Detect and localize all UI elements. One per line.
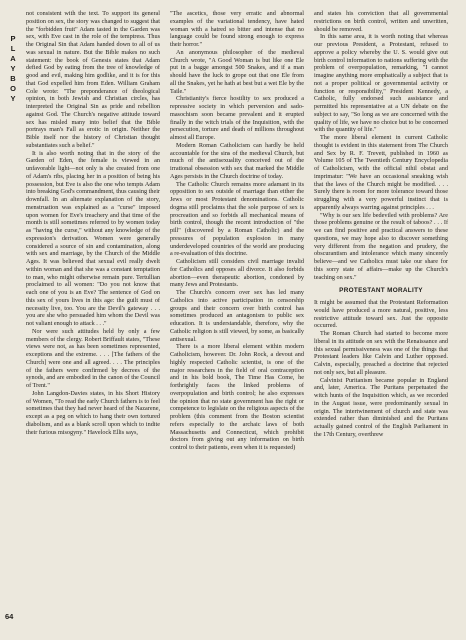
paragraph: not consistent with the text. To support its general position on sex, the story was changed to suggest that the "forbidden fruit" Adam tasted in the Garden was sex, with Eve cast in the role of the temptress. Thus the Original Sin that Adam handed down to all of us was sexual in nature. But the Bible makes no such statement: the book of Genesis states that Adam defied God by eating from the tree of knowledge of good and evil, making him godlike, and it is for this that God expelled him from Eden. William Graham Cole wrote: "The preponderance of theological opinion, in both Jewish and Christian circles, has interpreted the Original Sin as pride and rebellion against God. The Church's negative attitude toward sex has misled many into belief that the Bible portrays man's Fall as erotic in origin. Neither the Bible itself nor the history of Christian thought substantiates such a belief.": [26, 10, 160, 149]
text-column-3: [314, 10, 448, 632]
paragraph: Modern Roman Catholicism can hardly be held accountable for the sins of the medieval Church, but much of the antisexuality conceived out of the irrational obsession with sex that marked the Middle Ages persists in the Church doctrine of today.: [170, 141, 304, 180]
section-heading: PROTESTANT MORALITY: [339, 287, 423, 295]
paragraph: It is also worth noting that in the story of the Garden of Eden, the female is viewed in an unfavorable light—not only is she created from one of Adam's ribs, placing her in a position of being his possession, but Eve is also the one who tempts Adam into breaking God's commandment, thus causing their downfall. In an alternate explanation of the story, menstruation was explained as a "curse" imposed upon women for Eve's treachery and that time of the month is still sometimes referred to by women today as "having the curse," without any knowledge of the expression's derivation. Women were generally considered a source of sin and contamination, along with sex and marriage, by the Church of the Middle Ages. It was believed that sexual evil really dwelt within woman and that she was a constant temptation to man, who might otherwise remain pure. Tertullian proclaimed to all women: "Do you not know that each one of you is an Eve? The sentence of God on this sex of yours lives in this age: the guilt must of necessity live, too. You are the Devil's gateway . . . you are she who persuaded him whom the Devil was not valiant enough to attack . . .": [26, 149, 160, 327]
paragraph: There is a more liberal element within modern Catholicism, however. Dr. John Rock, a devout and highly respected Catholic scientist, is one of the major researchers in the field of oral contraception and in his bold book, The Time Has Come, he forthrightly faces the linked problems of overpopulation and birth control; he also expresses the opinion that no state government has the right or competence to legislate on the religious aspects of the problem (this comment from the Boston scientist refers especially to the archaic laws of both Massachusetts and Connecticut, which prohibit doctors from giving out any information on birth control to their patients, even when it is requested): [170, 343, 304, 451]
paragraph: Nor were such attitudes held by only a few members of the clergy. Robert Briffault states, "These views were not, as has been sometimes represented, exceptions and the extreme. . . . [The fathers of the Church] were one and all agreed. . . . The principles of the fathers were confirmed by decrees of the synods, and are embodied in the canon of the Council of Trent.": [26, 327, 160, 389]
masthead-letter: L: [10, 44, 16, 53]
masthead-letter: Y: [10, 94, 16, 103]
masthead-letter: Y: [10, 64, 16, 73]
paragraph: "Why is our sex life bedeviled with problems? Are those problems genuine or the result of taboos? . . . If we can find positive and practical answers to these questions, we may hope also to discover something very different from the negation and prudery, the obscurantism and intolerance which many sincerely believe—and we Catholics must take our share for this sorry state of affairs—make up the Church's teaching on sex.": [314, 211, 448, 281]
paragraph: An anonymous philosopher of the medieval Church wrote, "A Good Woman is but like one Ele put in a bagge amongst 500 Snakes, and if a man should have the luck to grope out that one Ele from all the Snakes, yet he hath at best but a wet Ele by the Taile.": [170, 48, 304, 95]
masthead-letter: A: [10, 54, 16, 63]
paragraph: Christianity's fierce hostility to sex produced a repressive society in which perversion and sado-masochism soon became prevalent and it erupted finally in the witch trials of the Inquisition, with the persecution, torture and death of millions throughout almost all Europe.: [170, 95, 304, 141]
paragraph: The Catholic Church remains more adamant in its opposition to sex outside of marriage than either the Jews or most Protestant denominations. Catholic dogma still proclaims that the sole purpose of sex is procreation and so forbids all mechanical means of birth control, though the recent introduction of "the pill" (discovered by a Roman Catholic) and the pressures of population explosion in many underdeveloped countries of the world are producing a re-evaluation of this doctrine.: [170, 180, 304, 258]
masthead-letter: O: [10, 84, 16, 93]
paragraph: It might be assumed that the Protestant Reformation would have produced a more natural, positive, less restrictive attitude toward sex. Just the opposite occurred.: [314, 299, 448, 330]
page-number: 64: [5, 612, 14, 621]
masthead-letter: P: [10, 34, 16, 43]
text-column-2: [170, 10, 304, 632]
paragraph: Catholicism still considers civil marriage invalid for Catholics and opposes all divorce. It also forbids abortion—even therapeutic abortion, condoned by many Jews and Protestants.: [170, 258, 304, 289]
paragraph: The Church's concern over sex has led many Catholics into active participation in censorship groups and their concern over birth control has sometimes produced an antagonism to public sex education. It is understandable, therefore, why the Catholic religion is still viewed, by some, as basically antisexual.: [170, 289, 304, 343]
masthead-letter: B: [10, 74, 16, 83]
paragraph: In this same area, it is worth noting that whereas our previous President, a Protestant, refused to approve a policy whereby the U. S. would give out birth control information to nations suffering with the problem of overpopulation, remarking, "I cannot imagine anything more emphatically a subject that is not a proper political or governmental activity or function or responsibility," President Kennedy, a Catholic, fully endorsed such assistance and permitted his representative at a UN debate on the subject to say, "So long as we are concerned with the quality of life, we have no choice but to be concerned with the quantity of life.": [314, 33, 448, 134]
paragraph: The Roman Church had started to become more liberal in its attitude on sex with the Renaissance and this sexual permissiveness was one of the things that Protestant leaders like Calvin and Luther opposed. Calvin, especially, preached a doctrine that rejected not only sex, but all pleasure.: [314, 330, 448, 376]
text-column-1: [26, 10, 160, 632]
paragraph: John Langdon-Davies states, in his Short History of Women, "To read the early Church fathers is to feel sometimes that they had never heard of the Nazarene, except as a peg on which to hang their own tortured diabolism, and as a blank scroll upon which to indite their furious misogyny." Havelock Ellis says,: [26, 389, 160, 436]
magazine-masthead: [7, 34, 19, 104]
paragraph: Calvinist Puritanism became popular in England and, later, America. The Puritans perpetuated the witch hunts of the Inquisition which, as we recorded in the August issue, were predominantly sexual in origin. The intertwinement of church and state was extended rather than diminished and the Puritans actually gained control of the English Parliament in the 17th Century, overthrew: [314, 376, 448, 438]
paragraph: "The ascetics, those very erratic and abnormal examples of the variational tendency, have hated woman with a hatred so bitter and intense that no language could be found strong enough to express their horror.": [170, 10, 304, 48]
paragraph: The more liberal element in current Catholic thought is evident in this statement from The Church and Sex by R. F. Trevett, published in 1960 as Volume 105 of The Twentieth Century Encyclopedia of Catholicism, with the official nihil obstat and imprimatur: "We have an occasional sneaking wish that the laws of the Church might be modified. . . . Surely there is room for more tolerance toward those struggling with a very powerful instinct that is apparently always warring against principles . . .: [314, 134, 448, 211]
paragraph: and states his conviction that all governmental restrictions on birth control, written and unwritten, should be removed.: [314, 10, 448, 33]
